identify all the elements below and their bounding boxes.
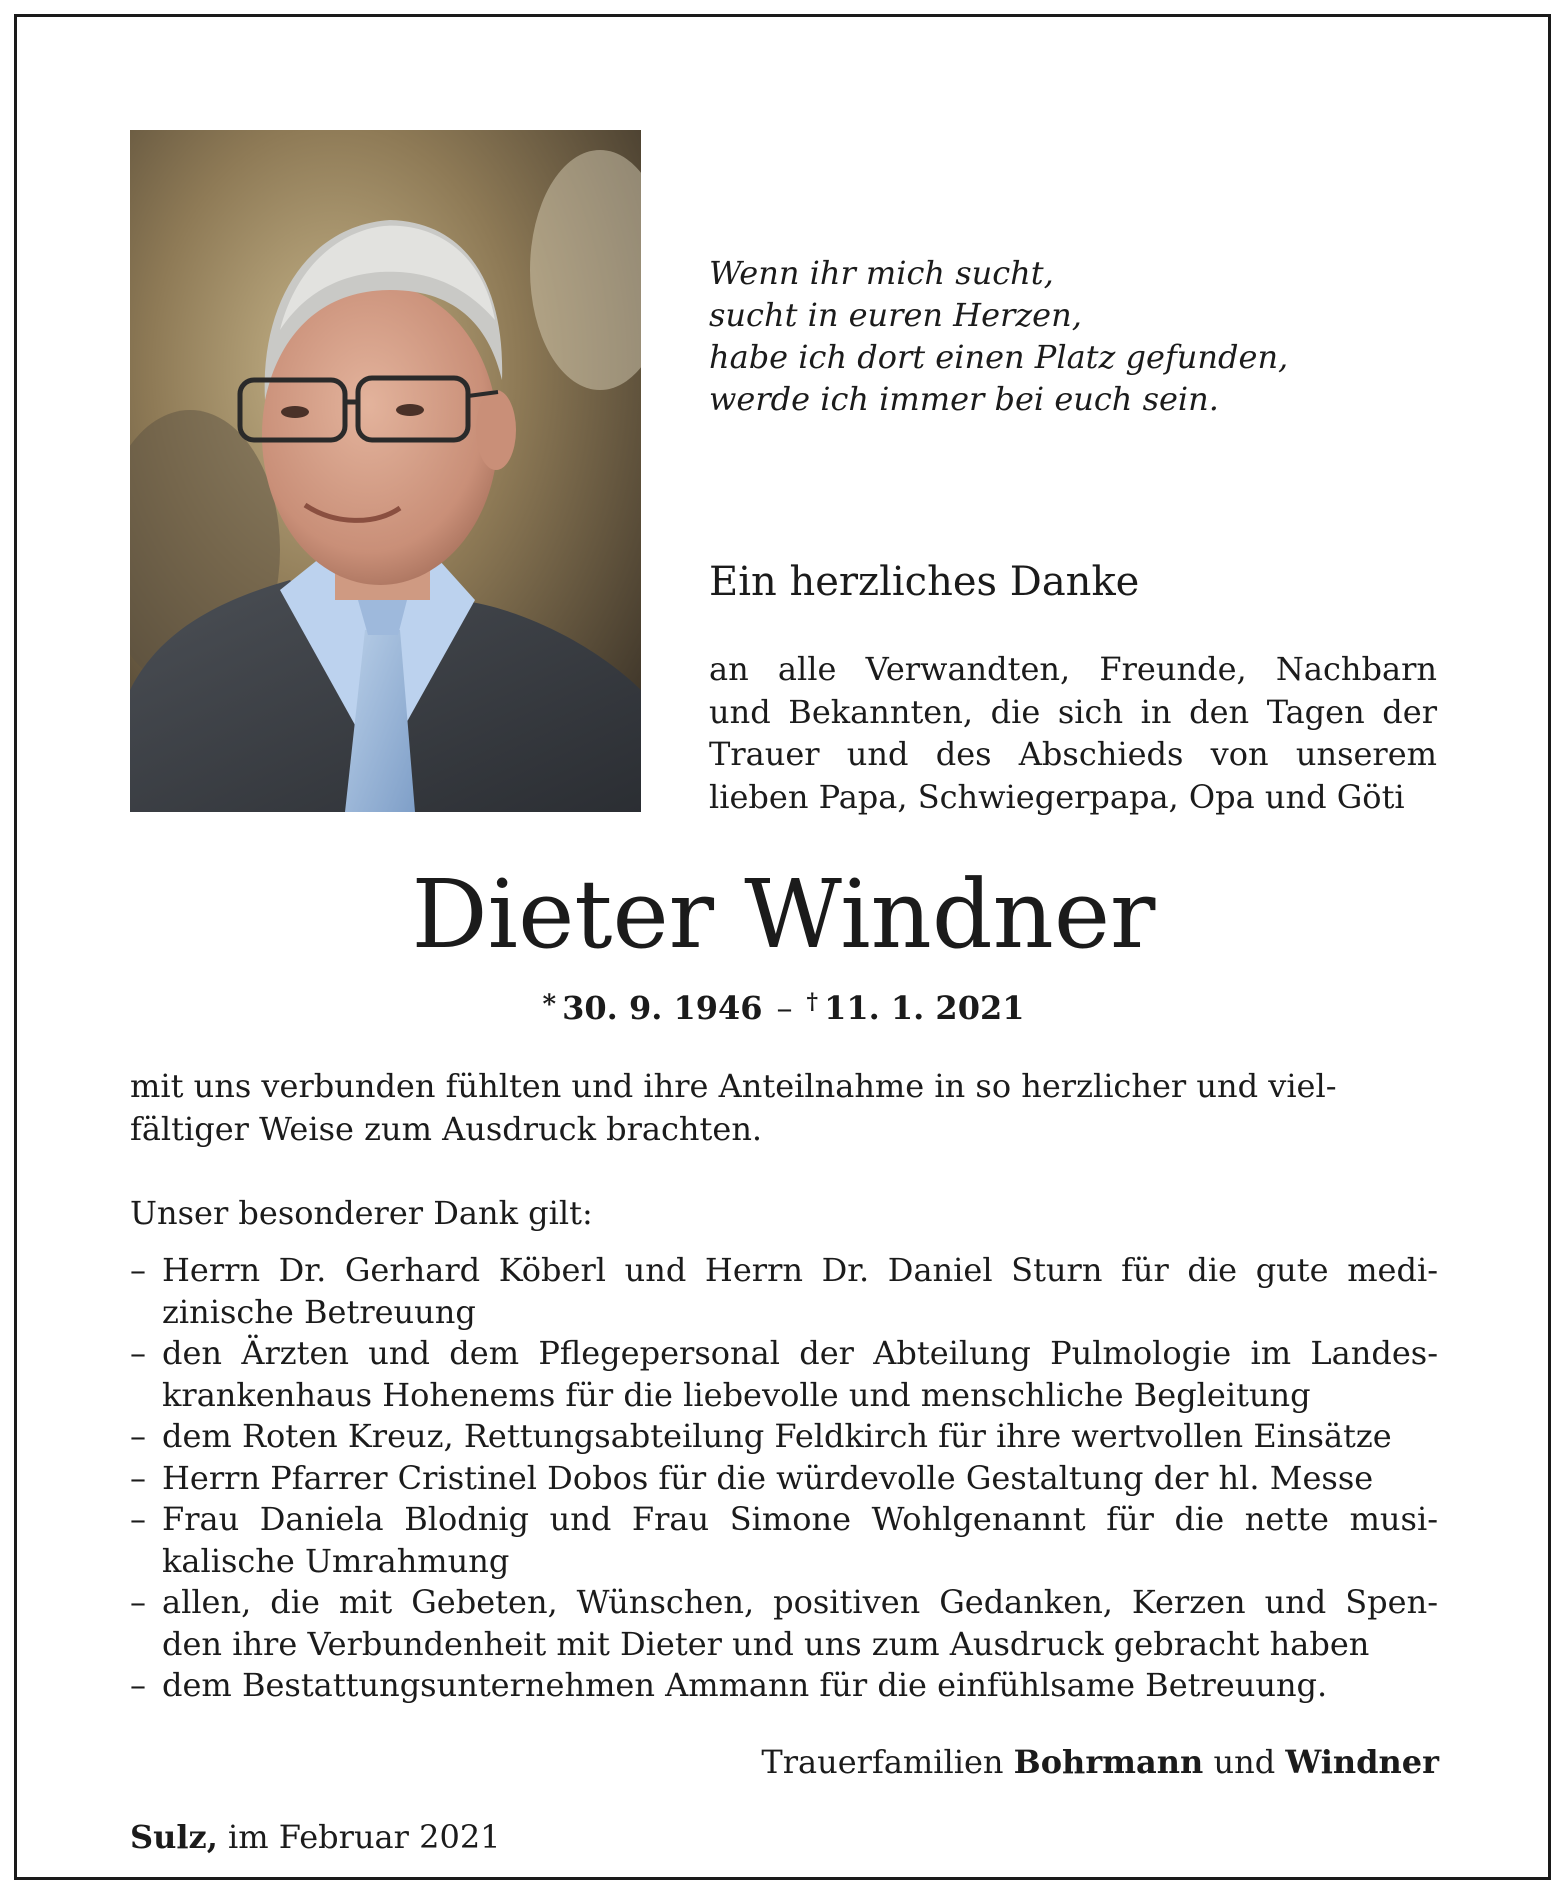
birth-symbol: * — [542, 990, 557, 1020]
special-thanks-heading: Unser besonderer Dank gilt: — [130, 1194, 593, 1232]
list-item-line: Frau Daniela Blodnig und Frau Simone Wohlgenannt für die nette musi- — [162, 1500, 1438, 1538]
place-and-date — [130, 1815, 501, 1859]
list-item-line: den ihre Verbundenheit mit Dieter und uns zum Ausdruck gebracht haben — [162, 1624, 1370, 1663]
intro-line: und Bekannten, die sich in den Tagen der — [709, 692, 1437, 731]
list-item — [130, 1250, 1438, 1333]
death-symbol: † — [806, 989, 819, 1015]
signature-prefix: Trauerfamilien — [761, 1743, 1004, 1781]
list-item-line: krankenhaus Hohenems für die liebevolle und menschliche Begleitung — [162, 1375, 1311, 1414]
bullet-dash: – — [130, 1458, 146, 1497]
list-item-line: zinische Betreuung — [162, 1292, 476, 1331]
town-name: Sulz, — [130, 1818, 218, 1856]
poem-line: Wenn ihr mich sucht, — [709, 254, 1054, 292]
thanks-list — [130, 1250, 1438, 1707]
poem-line: werde ich immer bei euch sein. — [709, 380, 1219, 418]
bullet-dash: – — [130, 1583, 146, 1621]
bullet-dash: – — [130, 1666, 146, 1704]
intro-line: lieben Papa, Schwiegerpapa, Opa und Göti — [709, 777, 1405, 816]
thanks-heading: Ein herzliches Danke — [709, 559, 1140, 605]
list-item — [130, 1458, 1438, 1500]
intro-paragraph — [709, 648, 1437, 818]
list-item — [130, 1582, 1438, 1665]
list-item-line: den Ärzten und dem Pflegepersonal der Abteilung Pulmologie im Landes- — [162, 1334, 1438, 1372]
bullet-dash: – — [130, 1417, 146, 1455]
birth-date: 30. 9. 1946 — [562, 989, 763, 1027]
portrait-illustration — [130, 130, 641, 812]
list-item-line: Herrn Pfarrer Cristinel Dobos für die würdevolle Gestaltung der hl. Messe — [162, 1458, 1374, 1497]
bullet-dash: – — [130, 1500, 146, 1538]
list-item — [130, 1665, 1438, 1707]
life-dates — [0, 980, 1567, 1030]
bullet-dash: – — [130, 1251, 146, 1289]
intro-line: Trauer und des Abschieds von unserem — [709, 735, 1437, 773]
bullet-dash: – — [130, 1334, 146, 1372]
family-signature — [761, 1740, 1439, 1784]
notice-date: im Februar 2021 — [228, 1818, 501, 1856]
list-item-line: dem Bestattungsunternehmen Ammann für die einfühlsame Betreuung. — [162, 1666, 1328, 1704]
list-item-line: allen, die mit Gebeten, Wünschen, positiven Gedanken, Kerzen und Spen- — [162, 1583, 1438, 1621]
list-item-line: dem Roten Kreuz, Rettungsabteilung Feldkirch für ihre wertvollen Einsätze — [162, 1417, 1392, 1455]
family-name-windner: Windner — [1285, 1743, 1439, 1781]
poem-line: habe ich dort einen Platz gefunden, — [709, 338, 1289, 376]
deceased-name: Dieter Windner — [411, 860, 1156, 970]
family-name-bohrmann: Bohrmann — [1013, 1743, 1204, 1781]
portrait-photo — [130, 130, 641, 812]
date-separator: – — [776, 989, 793, 1027]
body-line: mit uns verbunden fühlten und ihre Anteilnahme in so herzlicher und viel- — [130, 1067, 1337, 1105]
list-item-line: Herrn Dr. Gerhard Köberl und Herrn Dr. Daniel Sturn für die gute medi- — [162, 1251, 1438, 1289]
list-item — [130, 1416, 1438, 1458]
intro-line: an alle Verwandten, Freunde, Nachbarn — [709, 650, 1437, 688]
body-paragraph — [130, 1065, 1438, 1150]
death-date: 11. 1. 2021 — [824, 989, 1025, 1027]
list-item-line: kalische Umrahmung — [162, 1541, 510, 1580]
signature-conjunction: und — [1213, 1743, 1276, 1781]
memorial-poem — [709, 252, 1288, 420]
poem-line: sucht in euren Herzen, — [709, 296, 1082, 334]
body-line: fältiger Weise zum Ausdruck brachten. — [130, 1109, 763, 1148]
list-item — [130, 1333, 1438, 1416]
list-item — [130, 1499, 1438, 1582]
